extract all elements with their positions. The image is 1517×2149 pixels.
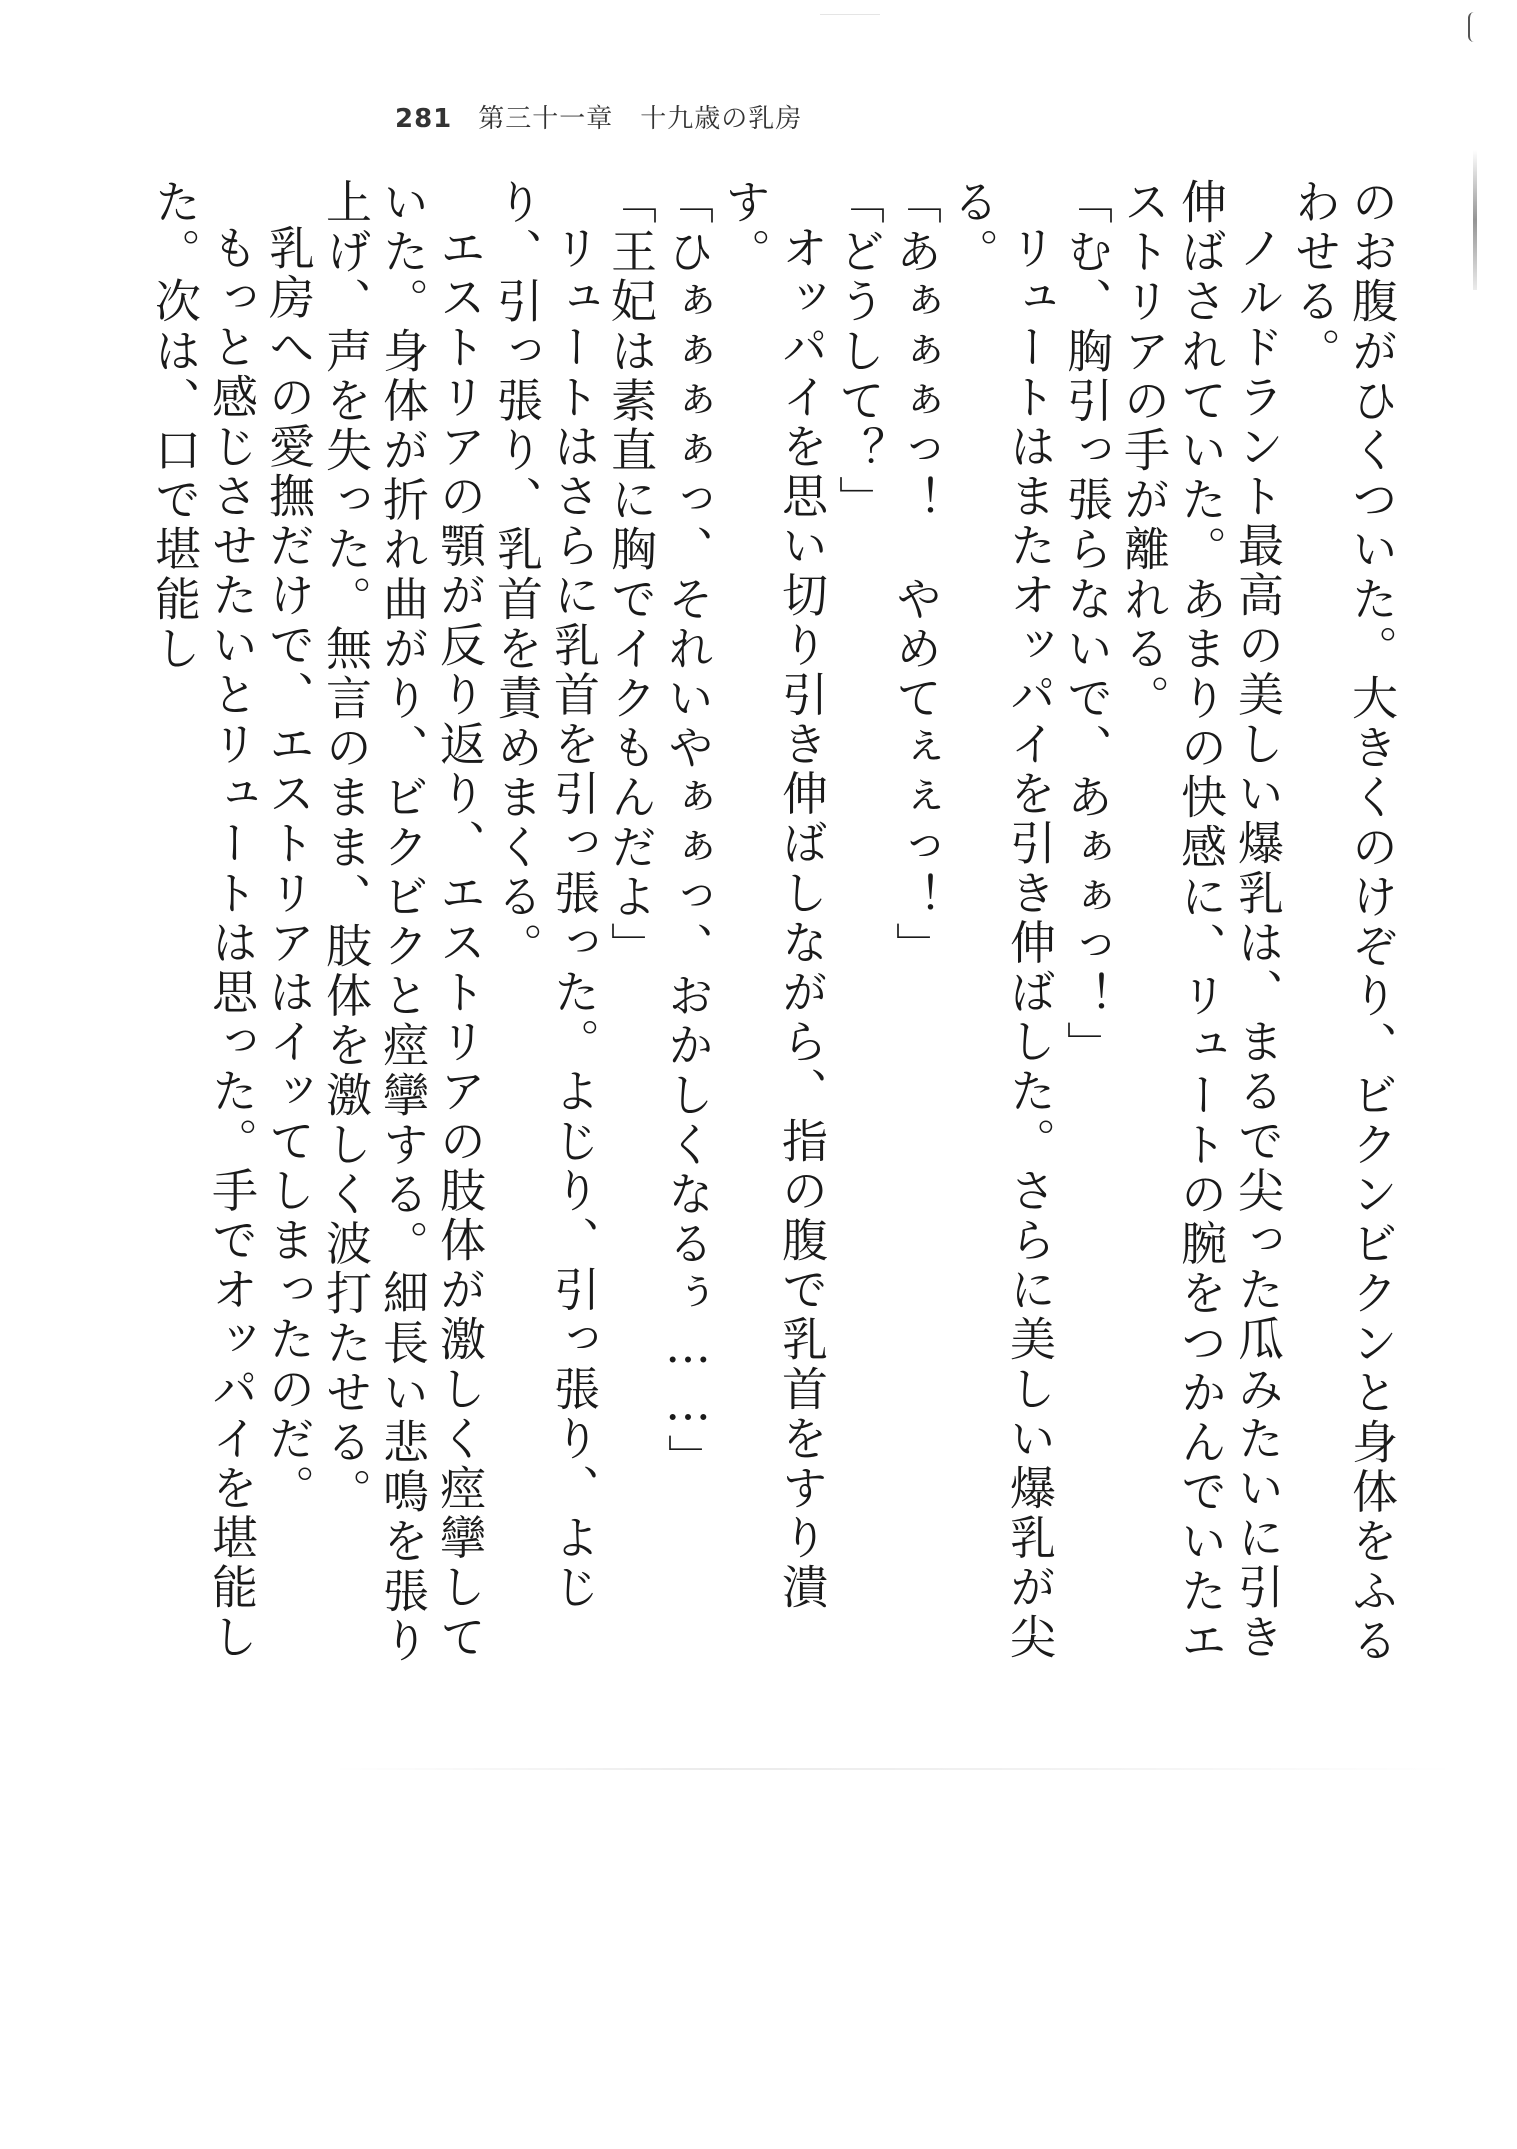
paragraph: リュートはさらに乳首を引っ張った。よじり、引っ張り、よじり、引っ張り、乳首を責めまくる。 xyxy=(490,178,601,1613)
scan-artifact-bottom-line xyxy=(330,1768,1460,1770)
vertical-body-text xyxy=(148,178,1400,1678)
dialogue-line: 「どうして？」 xyxy=(832,178,886,526)
paragraph: 乳房への愛撫だけで、エストリアはイッてしまったのだ。 xyxy=(262,224,316,1514)
scan-artifact-top-mark xyxy=(1468,12,1480,42)
paragraph: ノルドラント最高の美しい爆乳は、まるで尖った瓜みたいに引き伸ばされていた。あまりの快感に、リュートの腕をつかんでいたエストリアの手が離れる。 xyxy=(1117,178,1285,1666)
dialogue-line: 「あぁぁぁっ！ やめてぇぇっ！」 xyxy=(889,178,943,972)
chapter-title: 第三十一章 十九歳の乳房 xyxy=(478,104,803,134)
dialogue-line: 「王妃は素直に胸でイクもんだよ」 xyxy=(604,178,658,972)
page-number: 281 xyxy=(395,104,453,134)
paragraph: もっと感じさせたいとリュートは思った。手でオッパイを堪能した。次は、口で堪能し xyxy=(148,178,259,1663)
dialogue-line: 「ひぁぁぁぁっ、それいやぁぁっ、おかしくなるぅ……」 xyxy=(661,178,715,1484)
scan-artifact-top-line xyxy=(820,14,880,15)
running-header xyxy=(395,98,802,138)
paragraph: エストリアの顎が反り返り、エストリアの肢体が激しく痙攣していた。身体が折れ曲がり、ビクビクと痙攣する。細長い悲鳴を張り上げ、声を失った。無言のまま、肢体を激しく波打たせる。 xyxy=(319,178,487,1666)
paragraph: オッパイを思い切り引き伸ばしながら、指の腹で乳首をすり潰す。 xyxy=(718,178,829,1613)
paragraph: のお腹がひくついた。大きくのけぞり、ビクンビクンと身体をふるわせる。 xyxy=(1288,178,1399,1666)
scan-artifact-right-edge xyxy=(1473,150,1477,290)
dialogue-line: 「む、胸引っ張らないで、あぁぁっ！」 xyxy=(1060,178,1114,1071)
paragraph: リュートはまたオッパイを引き伸ばした。さらに美しい爆乳が尖る。 xyxy=(946,178,1057,1663)
